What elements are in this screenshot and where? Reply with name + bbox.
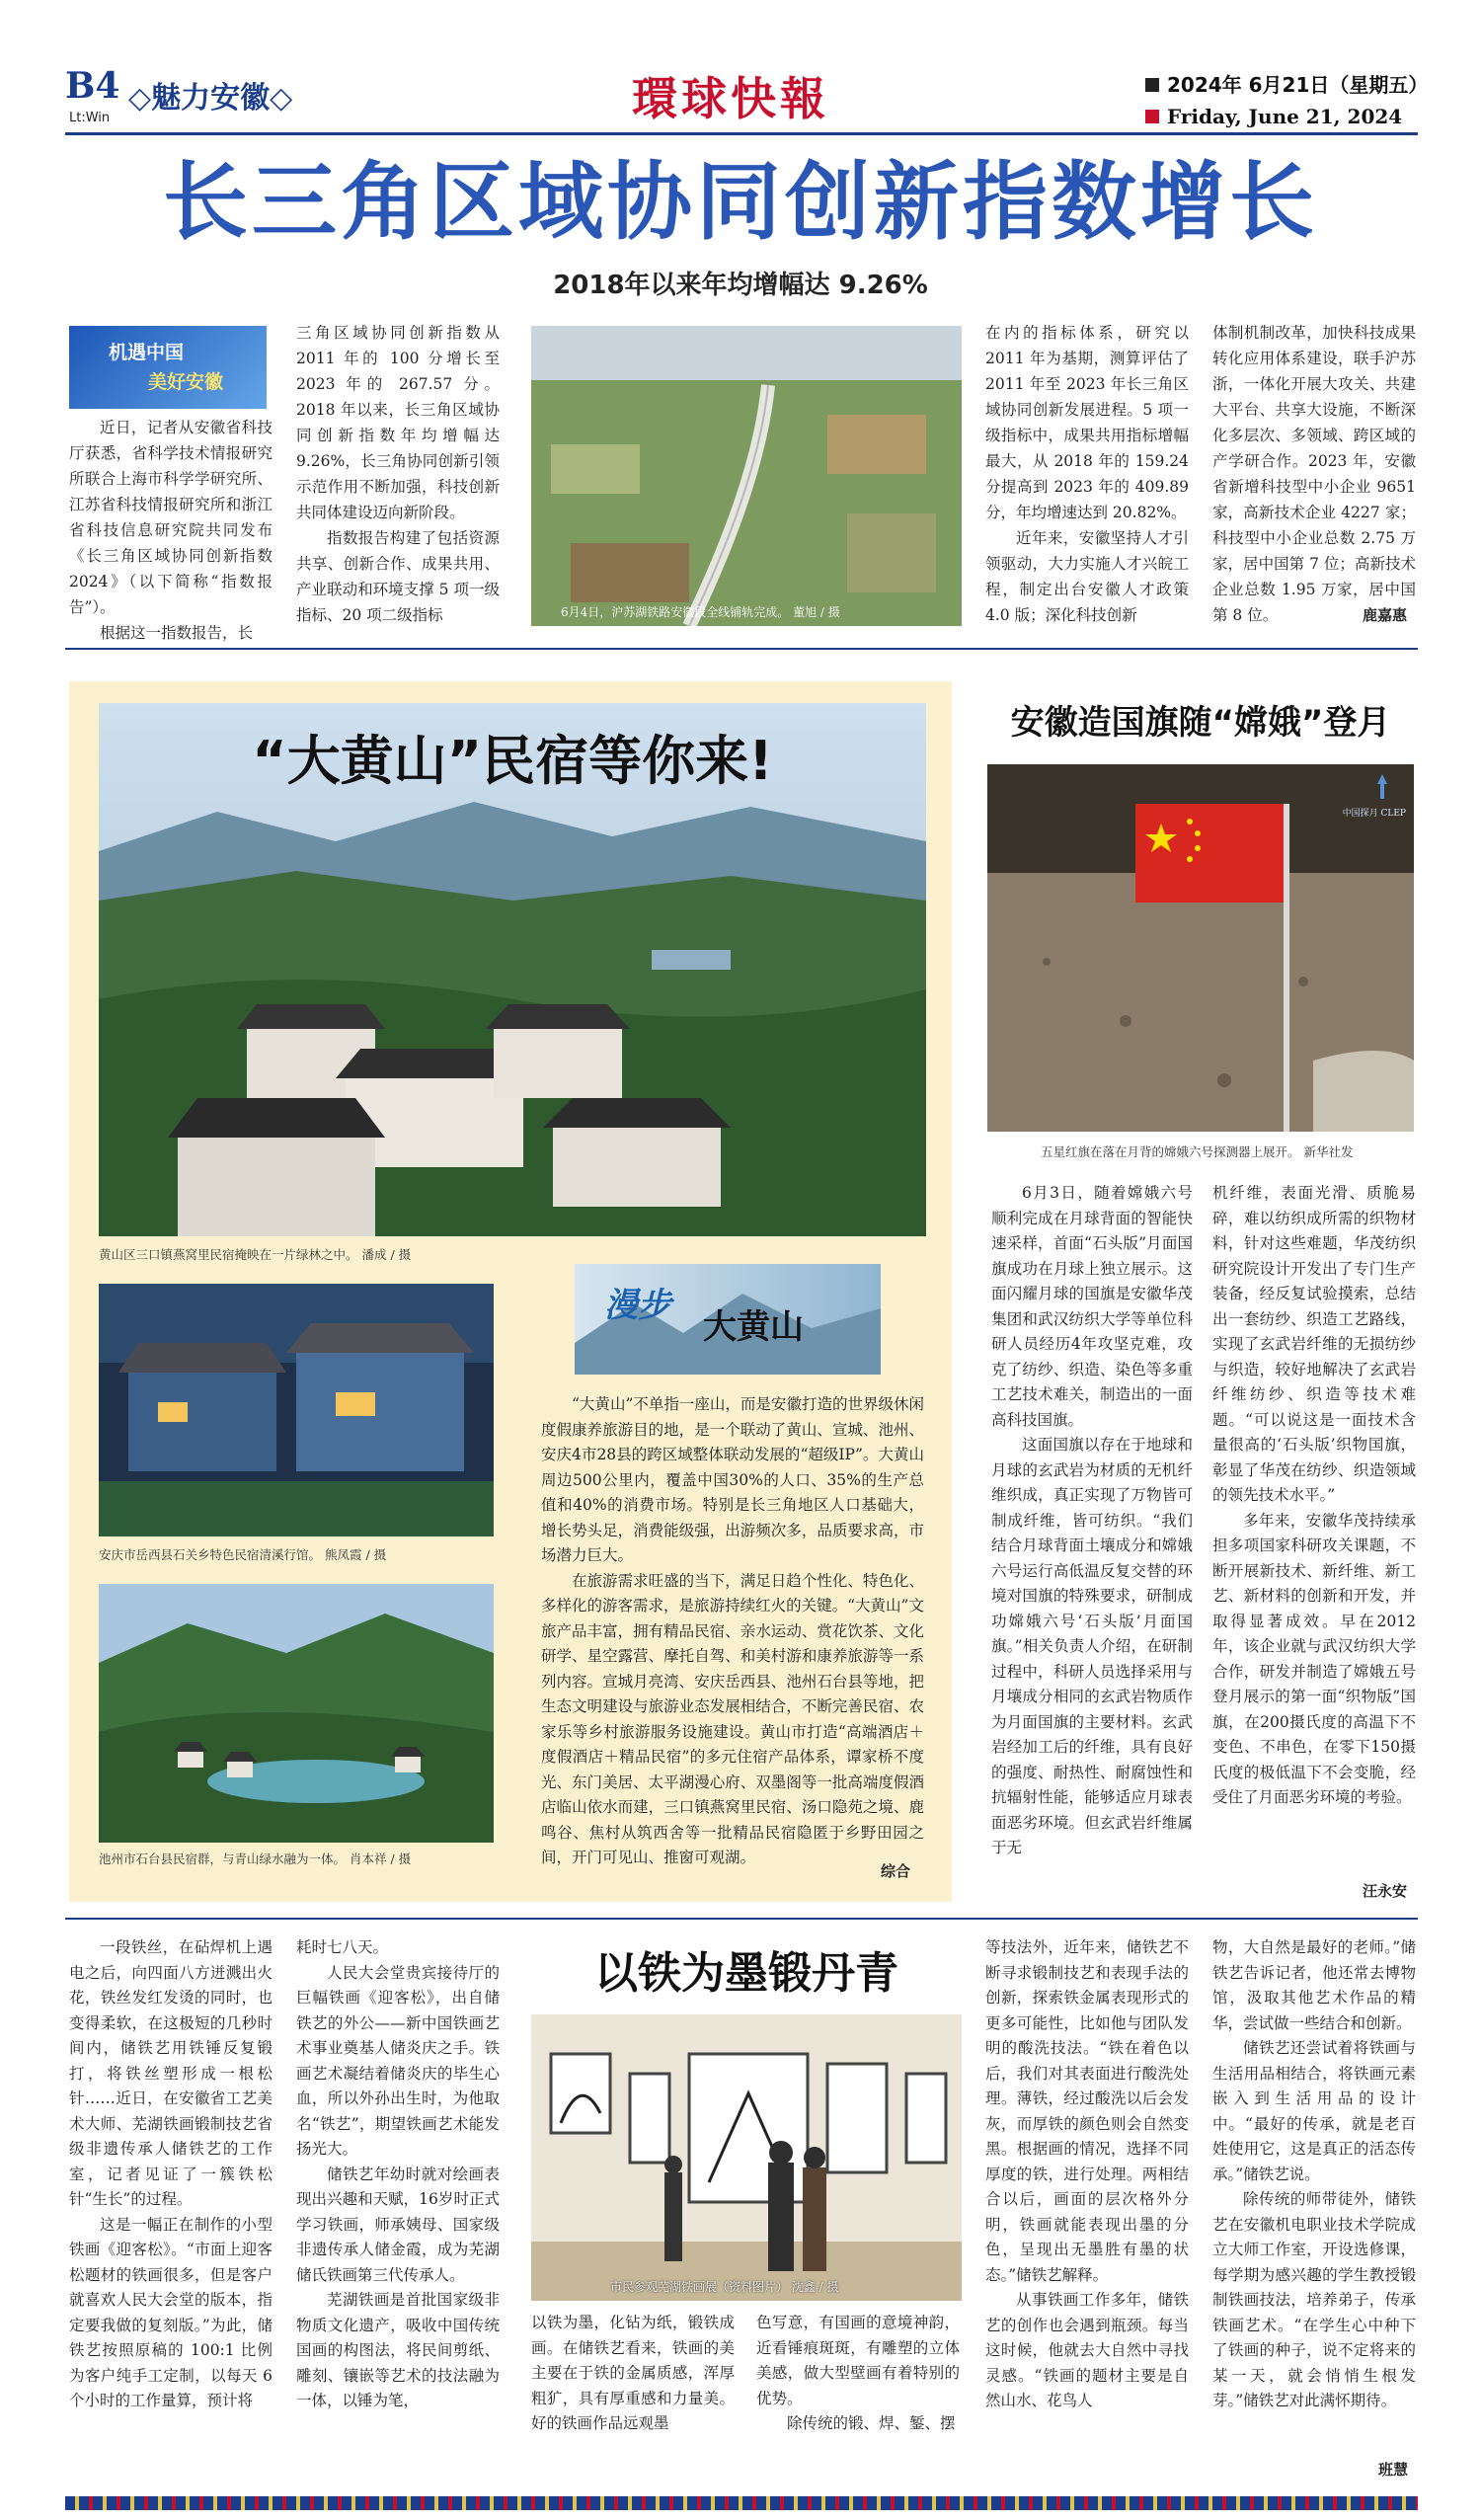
- huangshan-para: “大黄山”不单指一座山，而是安徽打造的世界级休闲度假康养旅游目的地，是一个联动了黄山、宣城、池州、安庆4市28县的跨区域整体联动发展的“超级IP”。大黄山周边500公里内，覆盖中国30%的人口、35%的生产总值和40%的消费市场。特别是长三角地区人口基础大，增长势头足，消费能级强，出游频次多，品质要求高，市场潜力巨大。: [541, 1395, 924, 1564]
- lead-col-1: [69, 415, 273, 646]
- lead-para: 体制机制改革，加快科技成果转化应用体系建设，联手沪苏浙，一体化开展大攻关、共建大平台、共享大设施，不断深化多层次、多领域、跨区域的产学研合作。2023 年，安徽省新增科技型中小企业 9651 家，高新技术企业 4227 家；科技型中小企业总数 2.75 万家，居中国第 7 位；高新技术企业总数 1.95 万家，居中国第 8 位。: [1212, 324, 1416, 624]
- date-cn: 2024年 6月21日（星期五）: [1167, 73, 1429, 97]
- lead-para: 近日，记者从安徽省科技厅获悉，省科学技术情报研究所联合上海市科学学研究所、江苏省科技情报研究所和浙江省科技信息研究院共同发布《长三角区域协同创新指数 2024》（以下简称“指数报告”）。: [69, 419, 273, 616]
- huangshan-title: “大黄山”民宿等你来!: [252, 730, 773, 792]
- lead-para: 指数报告构建了包括资源共享、创新合作、成果共用、产业联动和环境支撑 5 项一级指标、20 项二级指标: [296, 529, 500, 624]
- masthead-logo: 環球快報: [632, 72, 829, 125]
- railway-photo-svg: [531, 326, 962, 626]
- iron-para: 从事铁画工作多年，储铁艺的创作也会遇到瓶颈。每当这时候，他就去大自然中寻找灵感。“铁画的题材主要是自然山水、花鸟人: [985, 2291, 1189, 2409]
- iron-para: 以铁为墨，化钻为纸，锻铁成画。在储铁艺看来，铁画的美主要在于铁的金属质感，浑厚粗犷，具有厚重感和力量美。好的铁画作品远观墨: [531, 2314, 735, 2432]
- flag-para: 6月3日，随着嫦娥六号顺利完成在月球背面的智能快速采样，首面“石头版”月面国旗成功在月球上独立展示。这面闪耀月球的国旗是安徽华茂集团和武汉纺织大学等单位科研人员经历4年攻坚克难，攻克了纺纱、织造、染色等多重工艺技术难关，制造出的一面高科技国旗。: [991, 1184, 1193, 1429]
- flag-photo-svg: [987, 764, 1414, 1132]
- railway-photo: [531, 326, 962, 626]
- flag-photo: [987, 764, 1414, 1132]
- lead-byline: 鹿嘉惠: [1363, 606, 1408, 624]
- iron-col-4: [756, 2311, 960, 2437]
- lead-col-3: [985, 320, 1189, 628]
- yuexi-photo-svg: [99, 1284, 494, 1536]
- iron-title: 以铁为墨锻丹青: [594, 1948, 898, 1999]
- lead-para: 在内的指标体系，研究以 2011 年为基期，测算评估了 2011 年至 2023 年长三角区域协同创新发展进程。5 项一级指标中，成果共用指标增幅最大，从 2018 年的 159.24 分提高到 2023 年的 409.89 分，年均增速达到 20.82%。: [985, 324, 1189, 521]
- shitai-photo-svg: [99, 1584, 494, 1843]
- date-en-row: [1145, 105, 1402, 128]
- iron-col-3: [531, 2311, 735, 2437]
- iron-para: 这是一幅正在制作的小型铁画《迎客松》。“市面上迎客松题材的铁画很多，但是客户就喜欢人民大会堂的版本，指定要我做的复刻版。”为此，储铁艺按照原稿的 100:1 比例为客户纯手工定制，以每天 6 个小时的工作量算，预计将: [69, 2215, 273, 2409]
- iron-byline: 班慧: [1378, 2461, 1409, 2479]
- badge-line1: 机遇中国: [109, 342, 185, 363]
- clep-logo-text: 中国探月 CLEP: [1342, 809, 1406, 819]
- iron-para: 除传统的师带徒外，储铁艺在安徽机电职业技术学院成立大师工作室，开设选修课，每学期为感兴趣的学生教授锻制铁画技法，培养弟子，传承铁画艺术。“在学生心中种下了铁画的种子，说不定将来的某一天，就会悄悄生根发芽。”储铁艺对此满怀期待。: [1212, 2190, 1416, 2409]
- huangshan-caption-3: 池州市石台县民宿群，与青山绿水融为一体。 肖本祥 / 摄: [99, 1851, 412, 1866]
- iron-para: 物，大自然是最好的老师。”储铁艺告诉记者，他还常去博物馆，汲取其他艺术作品的精华，尝试做一些结合和创新。: [1212, 1938, 1416, 2032]
- badge-line2: 美好安徽: [148, 371, 224, 393]
- lead-title: 长三角区域协同创新指数增长: [163, 153, 1318, 252]
- iron-exhibit-photo: [531, 2014, 962, 2301]
- flag-col-A: [991, 1181, 1193, 1861]
- iron-col-1: [69, 1935, 273, 2414]
- footer-decor-band: [65, 2496, 1418, 2510]
- flag-para: 机纤维，表面光滑、质脆易碎，难以纺织成所需的织物材料，针对这些难题，华茂纺织研究院设计开发出了专门生产装备，经反复试验摸索，总结出一套纺纱、织造工艺路线，实现了玄武岩纤维的无损纺纱与织造，较好地解决了玄武岩纤维纺纱、织造等技术难题。“可以说这是一面技术含量很高的‘石头版’织物国旗，彰显了华茂在纺纱、织造领域的领先技术水平。”: [1212, 1184, 1416, 1504]
- square-icon: [1145, 78, 1159, 92]
- iron-para: 一段铁丝，在砧焊机上遇电之后，向四面八方迸溅出火花，铁丝发红发烫的同时，也变得柔软，在这极短的几秒时间内，储铁艺用铁锤反复锻打，将铁丝塑形成一根松针……近日，在安徽省工艺美术大师、芜湖铁画锻制技艺省级非遗传承人储铁艺的工作室，记者见证了一簇铁松针“生长”的过程。: [69, 1938, 273, 2208]
- flag-col-B: [1212, 1181, 1416, 1811]
- banner-text: 大黄山: [703, 1307, 804, 1347]
- iron-para: 耗时七八天。: [296, 1938, 389, 1956]
- iron-col-2: [296, 1935, 500, 2414]
- lead-para: 近年来，安徽坚持人才引领驱动，大力实施人才兴皖工程，制定出台安徽人才政策 4.0 版；深化科技创新: [985, 529, 1189, 624]
- huangshan-caption-1: 黄山区三口镇燕窝里民宿掩映在一片绿林之中。 潘成 / 摄: [99, 1247, 412, 1262]
- lead-para: 根据这一指数报告，长: [100, 624, 254, 642]
- huangshan-para: 在旅游需求旺盛的当下，满足日趋个性化、特色化、多样化的游客需求，是旅游持续红火的关键。“大黄山”文旅产品丰富，拥有精品民宿、亲水运动、赏花饮茶、文化研学、星空露营、摩托自驾、和美村游和康养旅游等一系列内容。宣城月亮湾、安庆岳西县、池州石台县等地，把生态文明建设与旅游业态发展相结合，不断完善民宿、农家乐等乡村旅游服务设施建设。黄山市打造“高端酒店＋度假酒店＋精品民宿”的多元住宿产品体系，谭家桥不度光、东门美居、太平湖漫心府、双墨阁等一批高端度假酒店临山依水而建，三口镇燕窝里民宿、汤口隐苑之境、鹿鸣谷、焦村从筑西舍等一批精品民宿隐匿于乡野田园之间，开门可见山、推窗可观湖。: [541, 1571, 924, 1866]
- date-en: Friday, June 21, 2024: [1167, 105, 1403, 128]
- iron-para: 储铁艺还尝试着将铁画与生活用品相结合，将铁画元素嵌入到生活用品的设计中。“最好的传承，就是老百姓使用它，这是真正的活态传承。”储铁艺说。: [1212, 2039, 1416, 2183]
- iron-para: 人民大会堂贵宾接待厅的巨幅铁画《迎客松》，出自储铁艺的外公——新中国铁画艺术事业奠基人储炎庆之手。铁画艺术凝结着储炎庆的毕生心血，所以外孙出生时，为他取名“铁艺”，期望铁画艺术能发扬光大。: [296, 1963, 500, 2158]
- section-rule: [65, 648, 1418, 650]
- flag-para: 这面国旗以存在于地球和月球的玄武岩为材质的无机纤维织成，真正实现了万物皆可制成纤维，皆可纺织。“我们结合月球背面土壤成分和嫦娥六号运行高低温反复交替的环境对国旗的特殊要求，研制成功嫦娥六号‘石头版’月面国旗。”相关负责人介绍，在研制过程中，科研人员选择采用与月壤成分相同的玄武岩物质作为月面国旗的主要材料。玄武岩经加工后的纤维，具有良好的强度、耐热性、耐腐蚀性和抗辐射性能，能够适应月球表面恶劣环境。但玄武岩纤维属于无: [991, 1436, 1193, 1856]
- railway-caption: 6月4日，沪苏湖铁路安徽段全线铺轨完成。 董旭 / 摄: [561, 605, 840, 619]
- lead-col-4: [1212, 320, 1416, 628]
- section-rule: [65, 1918, 1418, 1920]
- huangshan-byline: 综合: [881, 1862, 911, 1880]
- square-icon: [1145, 110, 1159, 123]
- iron-para: 等技法外，近年来，储铁艺不断寻求锻制技艺和表现手法的创新，探索铁金属表现形式的更多可能性，比如他与团队发明的酸洗技法。“铁在着色以后，我们对其表面进行酸洗处理。薄铁，经过酸洗以后会发灰，而厚铁的颜色则会自然变黑。根据画的情况，选择不同厚度的铁，进行处理。两相结合以后，画面的层次格外分明，铁画就能表现出墨的分色，呈现出无墨胜有墨的状态。”储铁艺解释。: [985, 1938, 1189, 2284]
- date-cn-row: [1145, 69, 1428, 98]
- huangshan-body: [541, 1392, 924, 1871]
- iron-col-6: [1212, 1935, 1416, 2414]
- iron-para: 除传统的锻、焊、錾、摆: [787, 2414, 956, 2432]
- shitai-photo: [99, 1584, 494, 1843]
- flag-caption: 五星红旗在落在月背的嫦娥六号探测器上展开。 新华社发: [1041, 1144, 1354, 1159]
- edition-tag: Lt:Win: [69, 111, 111, 125]
- iron-para: 储铁艺年幼时就对绘画表现出兴趣和天赋，16岁时正式学习铁画，师承姨母、国家级非遗传承人储金霞，成为芜湖储氏铁画第三代传承人。: [296, 2165, 500, 2284]
- iron-para: 芜湖铁画是首批国家级非物质文化遗产，吸收中国传统国画的构图法，将民间剪纸、雕刻、镶嵌等艺术的技法融为一体，以锤为笔，: [296, 2291, 500, 2409]
- lead-col-2: [296, 320, 500, 628]
- manbu-banner: [575, 1264, 881, 1375]
- flag-para: 多年来，安徽华茂持续承担多项国家科研攻关课题，不断开展新技术、新纤维、新工艺、新材料的创新和开发，并取得显著成效。早在2012年，该企业就与武汉纺织大学合作，研发并制造了嫦娥五号登月展示的第一面“织物版”国旗，在200摄氏度的高温下不变色、不串色，在零下150摄氏度的极低温下不会变脆，经受住了月面恶劣环境的考验。: [1212, 1511, 1416, 1806]
- header-rule: [65, 132, 1418, 135]
- lead-subtitle: 2018年以来年均增幅达 9.26%: [553, 271, 928, 300]
- yuexi-photo: [99, 1284, 494, 1536]
- lead-para: 三角区域协同创新指数从 2011 年的 100 分增长至 2023 年的 267.57 分。2018 年以来，长三角区域协同创新指数年均增幅达 9.26%，长三角协同创新引领示范作用不断加强，科技创新共同体建设迈向新阶段。: [296, 324, 500, 521]
- badge-image: [69, 326, 267, 409]
- section-name: ◇魅力安徽◇: [128, 81, 293, 116]
- banner-script: 漫步: [604, 1286, 671, 1325]
- flag-byline: 汪永安: [1363, 1882, 1408, 1900]
- iron-col-5: [985, 1935, 1189, 2414]
- page-number: B4: [65, 65, 120, 107]
- iron-photo-caption: 市民参观芜湖铁画展（资料图片） 沈鑫 / 摄: [610, 2280, 839, 2294]
- iron-exhibit-photo-svg: [531, 2014, 962, 2301]
- flag-title: 安徽造国旗随“嫦娥”登月: [1010, 703, 1391, 743]
- huangshan-caption-2: 安庆市岳西县石关乡特色民宿清溪行馆。 熊凤霞 / 摄: [99, 1547, 387, 1562]
- iron-para: 色写意，有国画的意境神韵，近看锤痕斑斑，有雕塑的立体美感，做大型壁画有着特别的优势。: [756, 2314, 960, 2407]
- huangshan-main-photo: [99, 703, 926, 1236]
